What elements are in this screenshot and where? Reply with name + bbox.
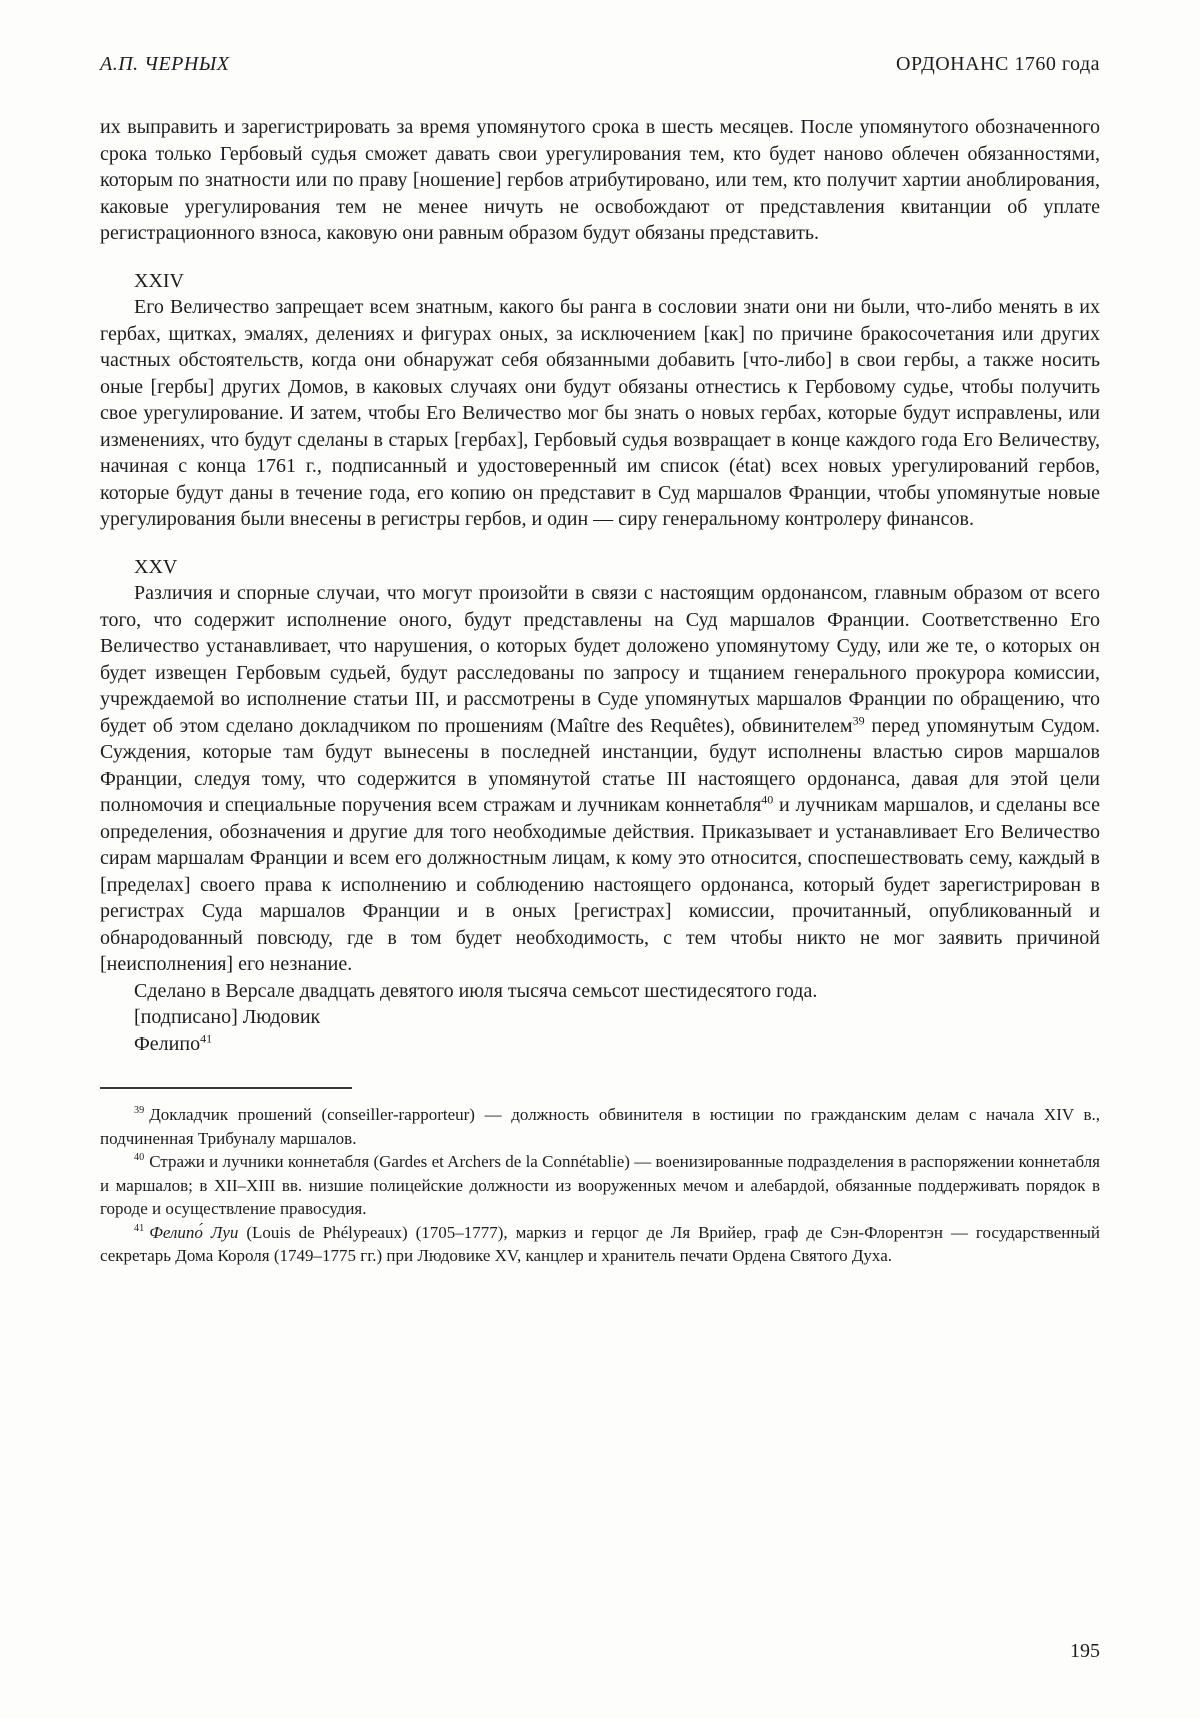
- footnote-40-text: Стражи и лучники коннетабля (Gardes et Archers de la Connétablie) — военизированные подразделения в распоряжении коннетабля и маршалов; в XII–XIII вв. низшие полицейские должности из вооруженных мечом и алебардой, обязанные поддерживать порядок в городе и осуществление правосудия.: [100, 1152, 1100, 1218]
- page-number: 195: [1070, 1640, 1100, 1662]
- signature-name: Фелипо: [134, 1032, 201, 1055]
- footnotes-section: [100, 1103, 1100, 1268]
- footnote-ref-40: 40: [761, 792, 774, 807]
- footnote-ref-39: 39: [852, 712, 865, 727]
- footnote-39-number: 39: [134, 1105, 145, 1117]
- footnote-39: [100, 1103, 1100, 1150]
- paragraph-xxv-part-2: перед упомянутым Судом. Суждения, которые там будут вынесены в последней инстанции, будут исполнены властью сиров маршалов Франции, следуя тому, что содержится в упомянутой статье III настоящего ордонанса, давая для этой цели полномочия и специальные поручения всем стражам и лучникам коннетабля: [100, 714, 1100, 816]
- running-head-title: ОРДОНАНС 1760 года: [896, 53, 1100, 75]
- paragraph-xxv-part-3: и лучникам маршалов, и сделаны все определения, обозначения и другие для того необходимые действия. Приказывает и устанавливает Его Величество сирам маршалам Франции и всем его должностным лицам, к кому это относится, споспешествовать сему, каждый в [пределах] своего права к исполнению и соблюдению настоящего ордонанса, который будет зарегистрирован в регистрах Суда маршалов Франции и в оных [регистрах] комиссии, прочитанный, опубликованный и обнародованный повсюду, где в том будет необходимость, с тем чтобы никто не мог заявить причиной [неисполнения] его незнание.: [100, 794, 1100, 975]
- footnote-41-number: 41: [134, 1222, 145, 1234]
- section-heading-xxv: XXV: [134, 555, 178, 578]
- closing-signed: [подписано] Людовик: [134, 1006, 321, 1028]
- closing-dateline: Сделано в Версале двадцать девятого июля тысяча семьсот шестидесятого года.: [134, 979, 818, 1002]
- footnote-41: [100, 1221, 1100, 1268]
- paragraph-xxv-part-1: Различия и спорные случаи, что могут произойти в связи с настоящим ордонансом, главным образом от всего того, что содержит исполнение оного, будут представлены на Суд маршалов Франции. Соответственно Его Величество устанавливает, что нарушения, о которых будет доложено упомянутому Суду, или же те, о которых он будет извещен Гербовым судьей, будут расследованы по запросу и тщанием генерального прокурора комиссии, учреждаемой во исполнение статьи III, и рассмотрены в Суде упомянутых маршалов Франции по обращению, что будет об этом сделано докладчиком по прошениям (Maître des Requêtes), обвинителем: [100, 582, 1100, 737]
- intro-paragraph: их выправить и зарегистрировать за время упомянутого срока в шесть месяцев. После упомянутого обозначенного срока только Гербовый судья сможет давать свои урегулирования тем, кто будет наново облечен обязанностями, которым по знатности или по праву [ношение] гербов атрибутировано, или тем, кто получит хартии аноблирования, каковые урегулирования тем не менее ничуть не освобождают от представления квитанции об уплате регистрационного взноса, каковую они равным образом будут обязаны представить.: [100, 116, 1100, 244]
- running-head-author: А.П. ЧЕРНЫХ: [100, 53, 230, 75]
- footnote-ref-41: 41: [200, 1030, 213, 1045]
- footnote-divider: [100, 1087, 352, 1089]
- footnote-41-lead: Фелипо́ Луи: [149, 1222, 239, 1242]
- page-header: [100, 52, 1100, 76]
- footnote-40-number: 40: [134, 1152, 145, 1164]
- closing-signature: [100, 1031, 1100, 1058]
- paragraph-xxiv: Его Величество запрещает всем знатным, какого бы ранга в сословии знати они ни были, что-либо менять в их гербах, щитках, эмалях, делениях и фигурах оных, за исключением [как] по причине бракосочетания или других частных обстоятельств, когда они обнаружат себя обязанными добавить [что-либо] в свои гербы, а также носить оные [гербы] других Домов, в каковых случаях они будут обязаны отнестись к Гербовому судье, чтобы получить свое урегулирование. И затем, чтобы Его Величество мог бы знать о новых гербах, которые будут исправлены, или изменениях, что будут сделаны в старых [гербах], Гербовый судья возвращает в конце каждого года Его Величеству, начиная с конца 1761 г., подписанный и удостоверенный им список (état) всех новых урегулирований гербов, которые будут даны в течение года, его копию он представит в Суд маршалов Франции, чтобы упомянутые новые урегулирования были внесены в регистры гербов, и один — сиру генеральному контролеру финансов.: [100, 296, 1100, 530]
- footnote-40: [100, 1150, 1100, 1221]
- section-heading-xxiv: XXIV: [134, 269, 184, 292]
- paragraph-xxv: [100, 580, 1100, 978]
- body-text: [100, 114, 1100, 1057]
- footnote-41-text: (Louis de Phélypeaux) (1705–1777), маркиз и герцог де Ля Врийер, граф де Сэн-Флорентэн — государственный секретарь Дома Короля (1749–1775 гг.) при Людовике XV, канцлер и хранитель печати Ордена Святого Духа.: [100, 1222, 1100, 1265]
- footnote-39-text: Докладчик прошений (conseiller-rapporteur) — должность обвинителя в юстиции по гражданским делам с начала XIV в., подчиненная Трибуналу маршалов.: [100, 1105, 1100, 1148]
- closing-block: [100, 978, 1100, 1058]
